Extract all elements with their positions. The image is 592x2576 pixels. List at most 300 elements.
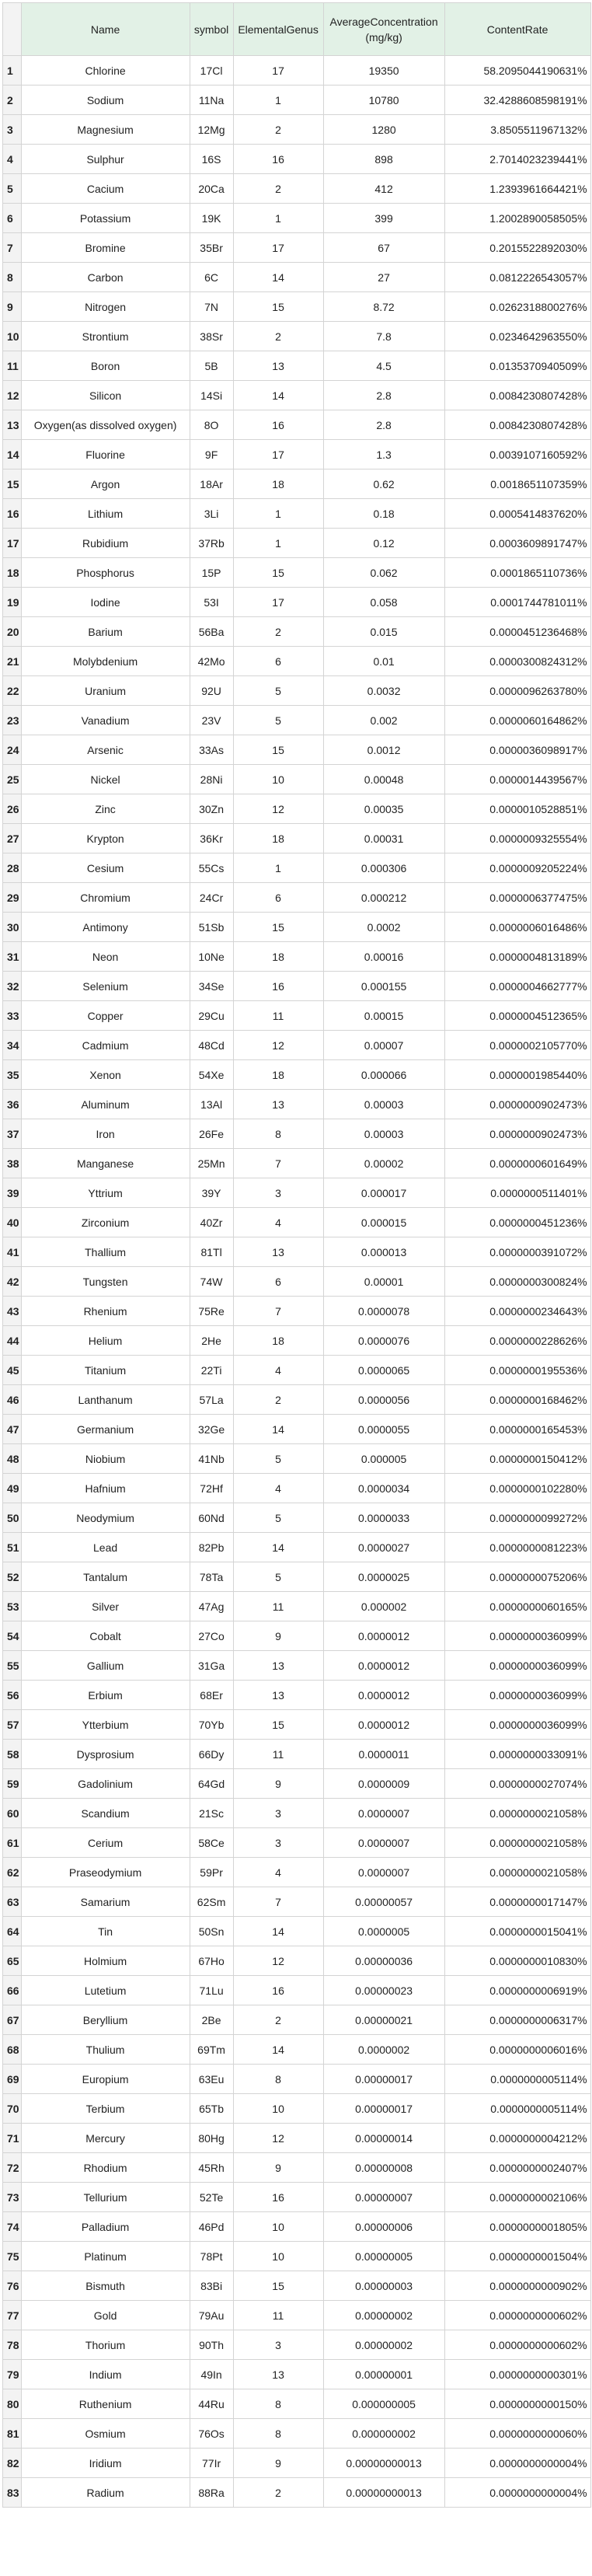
average-concentration-cell[interactable]: 0.0000012	[323, 1710, 444, 1740]
content-rate-cell[interactable]: 0.0000000006317%	[444, 2005, 590, 2035]
element-symbol-cell[interactable]: 88Ra	[190, 2478, 233, 2508]
average-concentration-cell[interactable]: 19350	[323, 56, 444, 86]
row-number-cell[interactable]: 79	[3, 2360, 22, 2389]
content-rate-cell[interactable]: 0.0000000015041%	[444, 1917, 590, 1946]
row-number-cell[interactable]: 41	[3, 1237, 22, 1267]
average-concentration-cell[interactable]: 0.00000002	[323, 2301, 444, 2330]
elemental-genus-cell[interactable]: 13	[233, 1090, 323, 1119]
row-number-cell[interactable]: 72	[3, 2153, 22, 2183]
content-rate-cell[interactable]: 0.0000000017147%	[444, 1887, 590, 1917]
average-concentration-cell[interactable]: 0.0000007	[323, 1799, 444, 1828]
content-rate-cell[interactable]: 0.0000000036099%	[444, 1681, 590, 1710]
elemental-genus-cell[interactable]: 8	[233, 2389, 323, 2419]
row-number-cell[interactable]: 43	[3, 1297, 22, 1326]
average-concentration-cell[interactable]: 0.0000076	[323, 1326, 444, 1356]
element-symbol-cell[interactable]: 25Mn	[190, 1149, 233, 1178]
average-concentration-cell[interactable]: 0.0000007	[323, 1828, 444, 1858]
content-rate-cell[interactable]: 0.0000009325554%	[444, 824, 590, 853]
element-name-cell[interactable]: Barium	[21, 617, 190, 647]
header-content-rate[interactable]: ContentRate	[444, 3, 590, 56]
average-concentration-cell[interactable]: 0.0000027	[323, 1533, 444, 1562]
row-number-cell[interactable]: 32	[3, 972, 22, 1001]
elemental-genus-cell[interactable]: 9	[233, 1621, 323, 1651]
element-name-cell[interactable]: Argon	[21, 469, 190, 499]
row-number-cell[interactable]: 44	[3, 1326, 22, 1356]
content-rate-cell[interactable]: 0.0000000391072%	[444, 1237, 590, 1267]
row-number-cell[interactable]: 73	[3, 2183, 22, 2212]
element-symbol-cell[interactable]: 39Y	[190, 1178, 233, 1208]
average-concentration-cell[interactable]: 0.000155	[323, 972, 444, 1001]
element-name-cell[interactable]: Iridium	[21, 2449, 190, 2478]
row-number-cell[interactable]: 2	[3, 86, 22, 115]
element-name-cell[interactable]: Tungsten	[21, 1267, 190, 1297]
header-symbol[interactable]: symbol	[190, 3, 233, 56]
element-symbol-cell[interactable]: 22Ti	[190, 1356, 233, 1385]
elemental-genus-cell[interactable]: 2	[233, 1385, 323, 1415]
element-symbol-cell[interactable]: 75Re	[190, 1297, 233, 1326]
element-name-cell[interactable]: Xenon	[21, 1060, 190, 1090]
element-symbol-cell[interactable]: 27Co	[190, 1621, 233, 1651]
average-concentration-cell[interactable]: 2.8	[323, 381, 444, 410]
elemental-genus-cell[interactable]: 15	[233, 292, 323, 322]
elemental-genus-cell[interactable]: 2	[233, 115, 323, 145]
average-concentration-cell[interactable]: 0.00048	[323, 765, 444, 794]
elemental-genus-cell[interactable]: 16	[233, 410, 323, 440]
row-number-cell[interactable]: 4	[3, 145, 22, 174]
row-number-cell[interactable]: 71	[3, 2124, 22, 2153]
element-symbol-cell[interactable]: 42Mo	[190, 647, 233, 676]
average-concentration-cell[interactable]: 0.0000025	[323, 1562, 444, 1592]
row-number-cell[interactable]: 14	[3, 440, 22, 469]
element-name-cell[interactable]: Samarium	[21, 1887, 190, 1917]
element-name-cell[interactable]: Bismuth	[21, 2271, 190, 2301]
elemental-genus-cell[interactable]: 6	[233, 883, 323, 913]
element-name-cell[interactable]: Rhenium	[21, 1297, 190, 1326]
element-name-cell[interactable]: Thorium	[21, 2330, 190, 2360]
row-number-cell[interactable]: 28	[3, 853, 22, 883]
element-name-cell[interactable]: Thulium	[21, 2035, 190, 2065]
row-number-cell[interactable]: 45	[3, 1356, 22, 1385]
row-number-cell[interactable]: 35	[3, 1060, 22, 1090]
row-number-cell[interactable]: 3	[3, 115, 22, 145]
elemental-genus-cell[interactable]: 14	[233, 1415, 323, 1444]
content-rate-cell[interactable]: 0.0084230807428%	[444, 410, 590, 440]
average-concentration-cell[interactable]: 1.3	[323, 440, 444, 469]
average-concentration-cell[interactable]: 412	[323, 174, 444, 204]
elemental-genus-cell[interactable]: 16	[233, 1976, 323, 2005]
element-symbol-cell[interactable]: 15P	[190, 558, 233, 588]
element-symbol-cell[interactable]: 12Mg	[190, 115, 233, 145]
row-number-cell[interactable]: 62	[3, 1858, 22, 1887]
row-number-cell[interactable]: 57	[3, 1710, 22, 1740]
element-symbol-cell[interactable]: 58Ce	[190, 1828, 233, 1858]
average-concentration-cell[interactable]: 0.00000008	[323, 2153, 444, 2183]
average-concentration-cell[interactable]: 0.00035	[323, 794, 444, 824]
elemental-genus-cell[interactable]: 14	[233, 2035, 323, 2065]
average-concentration-cell[interactable]: 0.0000055	[323, 1415, 444, 1444]
element-name-cell[interactable]: Cadmium	[21, 1031, 190, 1060]
content-rate-cell[interactable]: 0.0000001985440%	[444, 1060, 590, 1090]
element-symbol-cell[interactable]: 47Ag	[190, 1592, 233, 1621]
elemental-genus-cell[interactable]: 4	[233, 1858, 323, 1887]
average-concentration-cell[interactable]: 0.0032	[323, 676, 444, 706]
row-number-cell[interactable]: 52	[3, 1562, 22, 1592]
element-symbol-cell[interactable]: 3Li	[190, 499, 233, 529]
row-number-cell[interactable]: 46	[3, 1385, 22, 1415]
element-name-cell[interactable]: Ruthenium	[21, 2389, 190, 2419]
element-symbol-cell[interactable]: 30Zn	[190, 794, 233, 824]
content-rate-cell[interactable]: 0.0000000168462%	[444, 1385, 590, 1415]
element-name-cell[interactable]: Zirconium	[21, 1208, 190, 1237]
element-name-cell[interactable]: Osmium	[21, 2419, 190, 2449]
row-number-cell[interactable]: 66	[3, 1976, 22, 2005]
average-concentration-cell[interactable]: 0.0000011	[323, 1740, 444, 1769]
element-symbol-cell[interactable]: 28Ni	[190, 765, 233, 794]
content-rate-cell[interactable]: 0.0000000021058%	[444, 1828, 590, 1858]
element-name-cell[interactable]: Antimony	[21, 913, 190, 942]
row-number-cell[interactable]: 38	[3, 1149, 22, 1178]
average-concentration-cell[interactable]: 0.00015	[323, 1001, 444, 1031]
content-rate-cell[interactable]: 0.0001865110736%	[444, 558, 590, 588]
element-symbol-cell[interactable]: 38Sr	[190, 322, 233, 351]
average-concentration-cell[interactable]: 0.00000006	[323, 2212, 444, 2242]
content-rate-cell[interactable]: 0.0000060164862%	[444, 706, 590, 735]
element-name-cell[interactable]: Boron	[21, 351, 190, 381]
content-rate-cell[interactable]: 0.0000000010830%	[444, 1946, 590, 1976]
element-symbol-cell[interactable]: 78Ta	[190, 1562, 233, 1592]
content-rate-cell[interactable]: 0.0000014439567%	[444, 765, 590, 794]
element-symbol-cell[interactable]: 16S	[190, 145, 233, 174]
element-symbol-cell[interactable]: 49In	[190, 2360, 233, 2389]
row-number-cell[interactable]: 17	[3, 529, 22, 558]
content-rate-cell[interactable]: 0.0000000000004%	[444, 2478, 590, 2508]
element-symbol-cell[interactable]: 59Pr	[190, 1858, 233, 1887]
elemental-genus-cell[interactable]: 15	[233, 735, 323, 765]
element-symbol-cell[interactable]: 18Ar	[190, 469, 233, 499]
content-rate-cell[interactable]: 0.0000000000902%	[444, 2271, 590, 2301]
element-name-cell[interactable]: Krypton	[21, 824, 190, 853]
elemental-genus-cell[interactable]: 14	[233, 381, 323, 410]
element-name-cell[interactable]: Sodium	[21, 86, 190, 115]
element-name-cell[interactable]: Mercury	[21, 2124, 190, 2153]
content-rate-cell[interactable]: 0.0135370940509%	[444, 351, 590, 381]
average-concentration-cell[interactable]: 0.000000005	[323, 2389, 444, 2419]
elemental-genus-cell[interactable]: 10	[233, 2212, 323, 2242]
average-concentration-cell[interactable]: 10780	[323, 86, 444, 115]
element-name-cell[interactable]: Rhodium	[21, 2153, 190, 2183]
elemental-genus-cell[interactable]: 4	[233, 1474, 323, 1503]
row-number-cell[interactable]: 11	[3, 351, 22, 381]
content-rate-cell[interactable]: 0.0000006016486%	[444, 913, 590, 942]
elemental-genus-cell[interactable]: 10	[233, 2094, 323, 2124]
elemental-genus-cell[interactable]: 14	[233, 263, 323, 292]
element-symbol-cell[interactable]: 48Cd	[190, 1031, 233, 1060]
elemental-genus-cell[interactable]: 17	[233, 56, 323, 86]
element-name-cell[interactable]: Yttrium	[21, 1178, 190, 1208]
elemental-genus-cell[interactable]: 4	[233, 1208, 323, 1237]
element-name-cell[interactable]: Indium	[21, 2360, 190, 2389]
row-number-cell[interactable]: 78	[3, 2330, 22, 2360]
element-symbol-cell[interactable]: 92U	[190, 676, 233, 706]
element-symbol-cell[interactable]: 24Cr	[190, 883, 233, 913]
elemental-genus-cell[interactable]: 7	[233, 1149, 323, 1178]
row-number-cell[interactable]: 51	[3, 1533, 22, 1562]
content-rate-cell[interactable]: 0.0000000099272%	[444, 1503, 590, 1533]
element-name-cell[interactable]: Thallium	[21, 1237, 190, 1267]
element-name-cell[interactable]: Dysprosium	[21, 1740, 190, 1769]
elemental-genus-cell[interactable]: 8	[233, 1119, 323, 1149]
element-name-cell[interactable]: Terbium	[21, 2094, 190, 2124]
element-symbol-cell[interactable]: 52Te	[190, 2183, 233, 2212]
element-name-cell[interactable]: Carbon	[21, 263, 190, 292]
average-concentration-cell[interactable]: 0.00031	[323, 824, 444, 853]
element-name-cell[interactable]: Gallium	[21, 1651, 190, 1681]
element-symbol-cell[interactable]: 44Ru	[190, 2389, 233, 2419]
element-symbol-cell[interactable]: 63Eu	[190, 2065, 233, 2094]
average-concentration-cell[interactable]: 0.00016	[323, 942, 444, 972]
content-rate-cell[interactable]: 0.0000000005114%	[444, 2065, 590, 2094]
element-name-cell[interactable]: Radium	[21, 2478, 190, 2508]
elemental-genus-cell[interactable]: 18	[233, 1060, 323, 1090]
elemental-genus-cell[interactable]: 1	[233, 853, 323, 883]
elemental-genus-cell[interactable]: 1	[233, 499, 323, 529]
row-number-cell[interactable]: 76	[3, 2271, 22, 2301]
element-name-cell[interactable]: Rubidium	[21, 529, 190, 558]
content-rate-cell[interactable]: 0.0000000005114%	[444, 2094, 590, 2124]
row-number-cell[interactable]: 39	[3, 1178, 22, 1208]
row-number-cell[interactable]: 40	[3, 1208, 22, 1237]
content-rate-cell[interactable]: 0.0000000021058%	[444, 1799, 590, 1828]
elemental-genus-cell[interactable]: 7	[233, 1887, 323, 1917]
row-number-cell[interactable]: 29	[3, 883, 22, 913]
elemental-genus-cell[interactable]: 17	[233, 440, 323, 469]
average-concentration-cell[interactable]: 0.12	[323, 529, 444, 558]
row-number-cell[interactable]: 67	[3, 2005, 22, 2035]
average-concentration-cell[interactable]: 0.0000002	[323, 2035, 444, 2065]
content-rate-cell[interactable]: 0.0000000002106%	[444, 2183, 590, 2212]
average-concentration-cell[interactable]: 0.18	[323, 499, 444, 529]
element-symbol-cell[interactable]: 57La	[190, 1385, 233, 1415]
content-rate-cell[interactable]: 0.0000000006919%	[444, 1976, 590, 2005]
element-symbol-cell[interactable]: 62Sm	[190, 1887, 233, 1917]
content-rate-cell[interactable]: 0.0000004813189%	[444, 942, 590, 972]
content-rate-cell[interactable]: 0.0000000601649%	[444, 1149, 590, 1178]
element-symbol-cell[interactable]: 81Tl	[190, 1237, 233, 1267]
content-rate-cell[interactable]: 0.0005414837620%	[444, 499, 590, 529]
element-symbol-cell[interactable]: 31Ga	[190, 1651, 233, 1681]
element-symbol-cell[interactable]: 35Br	[190, 233, 233, 263]
average-concentration-cell[interactable]: 0.0000012	[323, 1621, 444, 1651]
average-concentration-cell[interactable]: 0.0000012	[323, 1651, 444, 1681]
element-name-cell[interactable]: Tantalum	[21, 1562, 190, 1592]
row-number-cell[interactable]: 37	[3, 1119, 22, 1149]
element-name-cell[interactable]: Vanadium	[21, 706, 190, 735]
element-name-cell[interactable]: Bromine	[21, 233, 190, 263]
row-number-cell[interactable]: 70	[3, 2094, 22, 2124]
row-number-cell[interactable]: 49	[3, 1474, 22, 1503]
average-concentration-cell[interactable]: 0.0002	[323, 913, 444, 942]
content-rate-cell[interactable]: 0.0812226543057%	[444, 263, 590, 292]
row-number-cell[interactable]: 81	[3, 2419, 22, 2449]
element-symbol-cell[interactable]: 2He	[190, 1326, 233, 1356]
content-rate-cell[interactable]: 0.0000000036099%	[444, 1710, 590, 1740]
average-concentration-cell[interactable]: 7.8	[323, 322, 444, 351]
element-name-cell[interactable]: Tellurium	[21, 2183, 190, 2212]
row-number-cell[interactable]: 80	[3, 2389, 22, 2419]
elemental-genus-cell[interactable]: 3	[233, 1828, 323, 1858]
content-rate-cell[interactable]: 0.0000000000004%	[444, 2449, 590, 2478]
content-rate-cell[interactable]: 0.0000000102280%	[444, 1474, 590, 1503]
element-name-cell[interactable]: Neon	[21, 942, 190, 972]
element-symbol-cell[interactable]: 54Xe	[190, 1060, 233, 1090]
average-concentration-cell[interactable]: 27	[323, 263, 444, 292]
element-symbol-cell[interactable]: 78Pt	[190, 2242, 233, 2271]
elemental-genus-cell[interactable]: 13	[233, 351, 323, 381]
element-name-cell[interactable]: Magnesium	[21, 115, 190, 145]
row-number-cell[interactable]: 50	[3, 1503, 22, 1533]
element-symbol-cell[interactable]: 74W	[190, 1267, 233, 1297]
elemental-genus-cell[interactable]: 12	[233, 2124, 323, 2153]
element-name-cell[interactable]: Gadolinium	[21, 1769, 190, 1799]
row-number-cell[interactable]: 15	[3, 469, 22, 499]
elemental-genus-cell[interactable]: 2	[233, 174, 323, 204]
element-symbol-cell[interactable]: 51Sb	[190, 913, 233, 942]
average-concentration-cell[interactable]: 0.00000002	[323, 2330, 444, 2360]
content-rate-cell[interactable]: 0.0000000000060%	[444, 2419, 590, 2449]
row-number-cell[interactable]: 77	[3, 2301, 22, 2330]
row-number-cell[interactable]: 55	[3, 1651, 22, 1681]
element-name-cell[interactable]: Copper	[21, 1001, 190, 1031]
element-name-cell[interactable]: Cerium	[21, 1828, 190, 1858]
content-rate-cell[interactable]: 0.0000000165453%	[444, 1415, 590, 1444]
elemental-genus-cell[interactable]: 12	[233, 794, 323, 824]
average-concentration-cell[interactable]: 0.0000033	[323, 1503, 444, 1533]
row-number-cell[interactable]: 13	[3, 410, 22, 440]
element-name-cell[interactable]: Sulphur	[21, 145, 190, 174]
average-concentration-cell[interactable]: 0.00000003	[323, 2271, 444, 2301]
average-concentration-cell[interactable]: 0.000013	[323, 1237, 444, 1267]
elemental-genus-cell[interactable]: 15	[233, 2271, 323, 2301]
average-concentration-cell[interactable]: 0.00000023	[323, 1976, 444, 2005]
elemental-genus-cell[interactable]: 11	[233, 2301, 323, 2330]
row-number-cell[interactable]: 75	[3, 2242, 22, 2271]
element-name-cell[interactable]: Lanthanum	[21, 1385, 190, 1415]
element-name-cell[interactable]: Gold	[21, 2301, 190, 2330]
element-symbol-cell[interactable]: 55Cs	[190, 853, 233, 883]
element-name-cell[interactable]: Chromium	[21, 883, 190, 913]
elemental-genus-cell[interactable]: 6	[233, 1267, 323, 1297]
content-rate-cell[interactable]: 0.0000000451236%	[444, 1208, 590, 1237]
content-rate-cell[interactable]: 0.0000000001805%	[444, 2212, 590, 2242]
element-symbol-cell[interactable]: 67Ho	[190, 1946, 233, 1976]
row-number-cell[interactable]: 53	[3, 1592, 22, 1621]
element-name-cell[interactable]: Europium	[21, 2065, 190, 2094]
row-number-cell[interactable]: 61	[3, 1828, 22, 1858]
element-name-cell[interactable]: Molybdenium	[21, 647, 190, 676]
content-rate-cell[interactable]: 0.0000000000602%	[444, 2301, 590, 2330]
content-rate-cell[interactable]: 0.0000000033091%	[444, 1740, 590, 1769]
average-concentration-cell[interactable]: 0.002	[323, 706, 444, 735]
average-concentration-cell[interactable]: 0.62	[323, 469, 444, 499]
row-number-cell[interactable]: 25	[3, 765, 22, 794]
row-number-cell[interactable]: 7	[3, 233, 22, 263]
element-symbol-cell[interactable]: 90Th	[190, 2330, 233, 2360]
elemental-genus-cell[interactable]: 9	[233, 2153, 323, 2183]
content-rate-cell[interactable]: 1.2393961664421%	[444, 174, 590, 204]
content-rate-cell[interactable]: 0.0000004512365%	[444, 1001, 590, 1031]
average-concentration-cell[interactable]: 0.00000005	[323, 2242, 444, 2271]
row-number-cell[interactable]: 69	[3, 2065, 22, 2094]
average-concentration-cell[interactable]: 67	[323, 233, 444, 263]
element-name-cell[interactable]: Neodymium	[21, 1503, 190, 1533]
elemental-genus-cell[interactable]: 8	[233, 2419, 323, 2449]
element-name-cell[interactable]: Oxygen(as dissolved oxygen)	[21, 410, 190, 440]
content-rate-cell[interactable]: 0.0000000234643%	[444, 1297, 590, 1326]
elemental-genus-cell[interactable]: 1	[233, 204, 323, 233]
element-name-cell[interactable]: Ytterbium	[21, 1710, 190, 1740]
content-rate-cell[interactable]: 0.0018651107359%	[444, 469, 590, 499]
row-number-cell[interactable]: 26	[3, 794, 22, 824]
row-number-cell[interactable]: 6	[3, 204, 22, 233]
element-name-cell[interactable]: Chlorine	[21, 56, 190, 86]
average-concentration-cell[interactable]: 0.0000007	[323, 1858, 444, 1887]
element-name-cell[interactable]: Aluminum	[21, 1090, 190, 1119]
element-name-cell[interactable]: Holmium	[21, 1946, 190, 1976]
elemental-genus-cell[interactable]: 17	[233, 588, 323, 617]
row-number-cell[interactable]: 10	[3, 322, 22, 351]
content-rate-cell[interactable]: 0.0000009205224%	[444, 853, 590, 883]
elemental-genus-cell[interactable]: 6	[233, 647, 323, 676]
average-concentration-cell[interactable]: 0.000000002	[323, 2419, 444, 2449]
row-number-cell[interactable]: 34	[3, 1031, 22, 1060]
content-rate-cell[interactable]: 0.0000000081223%	[444, 1533, 590, 1562]
row-number-cell[interactable]: 82	[3, 2449, 22, 2478]
element-symbol-cell[interactable]: 33As	[190, 735, 233, 765]
average-concentration-cell[interactable]: 0.000212	[323, 883, 444, 913]
element-name-cell[interactable]: Lithium	[21, 499, 190, 529]
element-symbol-cell[interactable]: 14Si	[190, 381, 233, 410]
element-name-cell[interactable]: Praseodymium	[21, 1858, 190, 1887]
elemental-genus-cell[interactable]: 13	[233, 1651, 323, 1681]
row-number-cell[interactable]: 83	[3, 2478, 22, 2508]
element-name-cell[interactable]: Manganese	[21, 1149, 190, 1178]
element-symbol-cell[interactable]: 79Au	[190, 2301, 233, 2330]
element-symbol-cell[interactable]: 68Er	[190, 1681, 233, 1710]
elemental-genus-cell[interactable]: 13	[233, 1237, 323, 1267]
element-symbol-cell[interactable]: 26Fe	[190, 1119, 233, 1149]
content-rate-cell[interactable]: 0.0003609891747%	[444, 529, 590, 558]
element-symbol-cell[interactable]: 10Ne	[190, 942, 233, 972]
element-symbol-cell[interactable]: 13Al	[190, 1090, 233, 1119]
header-name[interactable]: Name	[21, 3, 190, 56]
element-symbol-cell[interactable]: 7N	[190, 292, 233, 322]
average-concentration-cell[interactable]: 4.5	[323, 351, 444, 381]
element-symbol-cell[interactable]: 56Ba	[190, 617, 233, 647]
elemental-genus-cell[interactable]: 17	[233, 233, 323, 263]
row-number-cell[interactable]: 36	[3, 1090, 22, 1119]
element-symbol-cell[interactable]: 50Sn	[190, 1917, 233, 1946]
elemental-genus-cell[interactable]: 5	[233, 1503, 323, 1533]
content-rate-cell[interactable]: 0.0000000902473%	[444, 1119, 590, 1149]
elemental-genus-cell[interactable]: 11	[233, 1592, 323, 1621]
row-number-cell[interactable]: 16	[3, 499, 22, 529]
elemental-genus-cell[interactable]: 15	[233, 558, 323, 588]
element-symbol-cell[interactable]: 60Nd	[190, 1503, 233, 1533]
element-symbol-cell[interactable]: 29Cu	[190, 1001, 233, 1031]
elemental-genus-cell[interactable]: 11	[233, 1740, 323, 1769]
elemental-genus-cell[interactable]: 15	[233, 1710, 323, 1740]
elemental-genus-cell[interactable]: 2	[233, 617, 323, 647]
